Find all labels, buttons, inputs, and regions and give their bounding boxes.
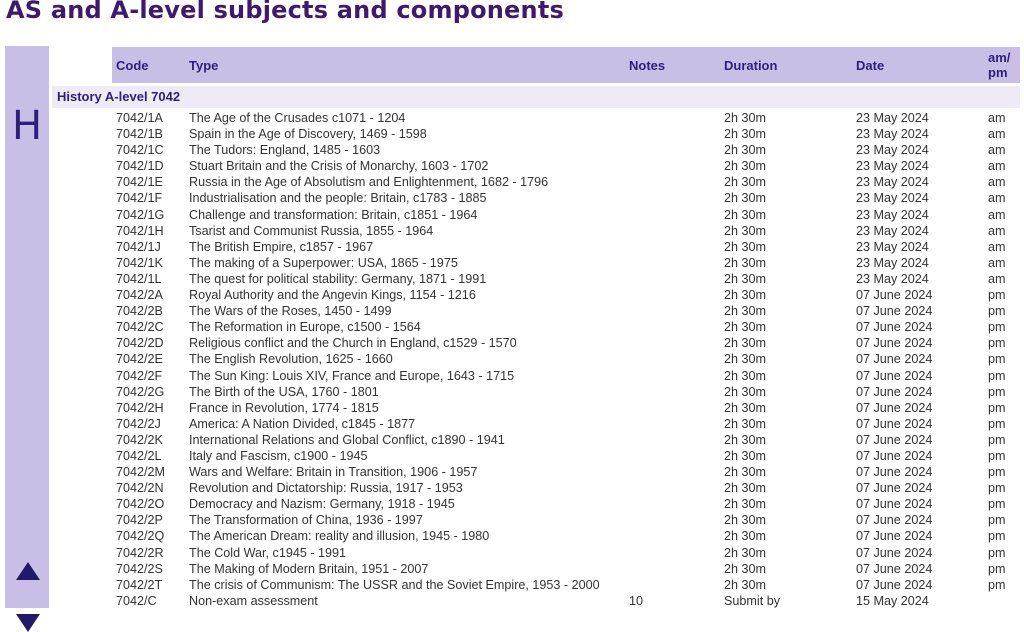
cell-type: The English Revolution, 1625 - 1660 xyxy=(189,352,393,367)
cell-am-pm: am xyxy=(988,127,1006,142)
cell-date: 23 May 2024 xyxy=(856,127,929,142)
cell-code: 7042/1K xyxy=(116,255,163,270)
cell-am-pm: pm xyxy=(988,497,1006,512)
table-row xyxy=(0,335,1024,351)
table-row xyxy=(0,223,1024,239)
cell-date: 07 June 2024 xyxy=(856,352,933,367)
cell-code: 7042/2G xyxy=(116,384,165,399)
cell-date: 23 May 2024 xyxy=(856,271,929,286)
cell-duration: 2h 30m xyxy=(724,465,767,480)
cell-code: 7042/2C xyxy=(116,320,164,335)
table-row xyxy=(0,496,1024,512)
cell-am-pm: pm xyxy=(988,465,1006,480)
cell-code: 7042/2P xyxy=(116,513,163,528)
cell-duration: 2h 30m xyxy=(724,207,767,222)
cell-date: 23 May 2024 xyxy=(856,255,929,270)
cell-am-pm: am xyxy=(988,223,1006,238)
cell-date: 07 June 2024 xyxy=(856,336,933,351)
cell-duration: 2h 30m xyxy=(724,513,767,528)
cell-duration: 2h 30m xyxy=(724,384,767,399)
table-row xyxy=(0,110,1024,126)
cell-code: 7042/1C xyxy=(116,143,164,158)
cell-am-pm: pm xyxy=(988,320,1006,335)
cell-am-pm: am xyxy=(988,143,1006,158)
cell-am-pm: pm xyxy=(988,545,1006,560)
cell-duration: 2h 30m xyxy=(724,336,767,351)
cell-am-pm: pm xyxy=(988,288,1006,303)
cell-duration: 2h 30m xyxy=(724,304,767,319)
cell-date: 07 June 2024 xyxy=(856,513,933,528)
table-row xyxy=(0,561,1024,577)
cell-type: Revolution and Dictatorship: Russia, 1917 - 1953 xyxy=(189,481,463,496)
cell-duration: 2h 30m xyxy=(724,529,767,544)
header-duration: Duration xyxy=(724,58,778,73)
cell-type: Royal Authority and the Angevin Kings, 1154 - 1216 xyxy=(189,288,476,303)
cell-am-pm: am xyxy=(988,175,1006,190)
cell-am-pm: am xyxy=(988,239,1006,254)
cell-date: 07 June 2024 xyxy=(856,384,933,399)
cell-date: 07 June 2024 xyxy=(856,465,933,480)
cell-duration: 2h 30m xyxy=(724,416,767,431)
table-row xyxy=(0,287,1024,303)
table-row xyxy=(0,271,1024,287)
cell-code: 7042/2J xyxy=(116,416,161,431)
section-letter[interactable]: H xyxy=(11,103,43,149)
table-row xyxy=(0,190,1024,206)
cell-duration: 2h 30m xyxy=(724,400,767,415)
cell-code: 7042/1G xyxy=(116,207,165,222)
cell-type: The Transformation of China, 1936 - 1997 xyxy=(189,513,423,528)
cell-type: Russia in the Age of Absolutism and Enlightenment, 1682 - 1796 xyxy=(189,175,549,190)
cell-code: 7042/2H xyxy=(116,400,164,415)
cell-date: 15 May 2024 xyxy=(856,593,929,608)
table-row xyxy=(0,255,1024,271)
cell-am-pm: pm xyxy=(988,448,1006,463)
cell-am-pm: pm xyxy=(988,577,1006,592)
cell-date: 23 May 2024 xyxy=(856,239,929,254)
cell-date: 23 May 2024 xyxy=(856,143,929,158)
header-am-pm xyxy=(988,50,1010,80)
cell-am-pm: am xyxy=(988,191,1006,206)
cell-date: 07 June 2024 xyxy=(856,416,933,431)
cell-type: The British Empire, c1857 - 1967 xyxy=(189,239,374,254)
table-row xyxy=(0,368,1024,384)
subject-heading xyxy=(52,86,1020,108)
cell-am-pm: am xyxy=(988,271,1006,286)
cell-date: 07 June 2024 xyxy=(856,545,933,560)
cell-code: 7042/1A xyxy=(116,111,163,125)
cell-code: 7042/2O xyxy=(116,497,165,512)
table-row xyxy=(0,593,1024,609)
header-type: Type xyxy=(189,58,219,73)
cell-am-pm: pm xyxy=(988,432,1006,447)
cell-date: 07 June 2024 xyxy=(856,497,933,512)
cell-date: 07 June 2024 xyxy=(856,529,933,544)
cell-date: 07 June 2024 xyxy=(856,368,933,383)
cell-duration: 2h 30m xyxy=(724,111,767,125)
cell-code: 7042/1H xyxy=(116,223,164,238)
cell-duration: 2h 30m xyxy=(724,561,767,576)
cell-date: 07 June 2024 xyxy=(856,481,933,496)
cell-type: Wars and Welfare: Britain in Transition, 1906 - 1957 xyxy=(189,465,478,480)
cell-type: Italy and Fascism, c1900 - 1945 xyxy=(189,448,368,463)
cell-code: 7042/2Q xyxy=(116,529,165,544)
subject-title: History A-level 7042 xyxy=(57,89,181,104)
cell-type: International Relations and Global Conflict, c1890 - 1941 xyxy=(189,432,505,447)
table-row xyxy=(0,384,1024,400)
header-am-pm-line2: pm xyxy=(988,65,1008,80)
cell-am-pm: am xyxy=(988,207,1006,222)
cell-date: 23 May 2024 xyxy=(856,191,929,206)
table-row xyxy=(0,142,1024,158)
cell-code: 7042/2B xyxy=(116,304,163,319)
cell-type: The Cold War, c1945 - 1991 xyxy=(189,545,347,560)
cell-duration: 2h 30m xyxy=(724,545,767,560)
cell-type: The Sun King: Louis XIV, France and Europe, 1643 - 1715 xyxy=(189,368,515,383)
cell-code: 7042/1D xyxy=(116,159,164,174)
table-row xyxy=(0,239,1024,255)
table-header xyxy=(112,47,1020,83)
cell-type: The American Dream: reality and illusion, 1945 - 1980 xyxy=(189,529,490,544)
cell-date: 23 May 2024 xyxy=(856,175,929,190)
cell-code: 7042/2N xyxy=(116,481,164,496)
cell-notes: 10 xyxy=(629,593,644,608)
cell-type: Spain in the Age of Discovery, 1469 - 1598 xyxy=(189,127,427,142)
cell-duration: 2h 30m xyxy=(724,368,767,383)
cell-date: 07 June 2024 xyxy=(856,432,933,447)
cell-type: Democracy and Nazism: Germany, 1918 - 1945 xyxy=(189,497,455,512)
cell-am-pm: pm xyxy=(988,384,1006,399)
table-row xyxy=(0,577,1024,593)
cell-duration: 2h 30m xyxy=(724,448,767,463)
cell-type: Industrialisation and the people: Britain, c1783 - 1885 xyxy=(189,191,487,206)
table-row xyxy=(0,545,1024,561)
cell-am-pm: pm xyxy=(988,336,1006,351)
cell-type: Tsarist and Communist Russia, 1855 - 1964 xyxy=(189,223,434,238)
cell-code: 7042/2R xyxy=(116,545,164,560)
cell-code: 7042/2D xyxy=(116,336,164,351)
cell-date: 07 June 2024 xyxy=(856,400,933,415)
cell-date: 07 June 2024 xyxy=(856,561,933,576)
cell-duration: 2h 30m xyxy=(724,143,767,158)
cell-code: 7042/1F xyxy=(116,191,163,206)
cell-date: 07 June 2024 xyxy=(856,448,933,463)
header-date: Date xyxy=(856,58,885,73)
cell-type: France in Revolution, 1774 - 1815 xyxy=(189,400,379,415)
cell-duration: 2h 30m xyxy=(724,432,767,447)
cell-code: 7042/1B xyxy=(116,127,163,142)
header-code: Code xyxy=(116,58,149,73)
cell-duration: 2h 30m xyxy=(724,481,767,496)
cell-duration: Submit by xyxy=(724,593,780,608)
cell-code: 7042/2S xyxy=(116,561,163,576)
cell-code: 7042/2F xyxy=(116,368,163,383)
table-row xyxy=(0,432,1024,448)
cell-am-pm: pm xyxy=(988,416,1006,431)
header-am-pm-line1: am/ xyxy=(988,50,1011,65)
cell-type: Religious conflict and the Church in England, c1529 - 1570 xyxy=(189,336,517,351)
cell-date: 07 June 2024 xyxy=(856,304,933,319)
cell-type: The crisis of Communism: The USSR and the Soviet Empire, 1953 - 2000 xyxy=(189,577,600,592)
cell-duration: 2h 30m xyxy=(724,320,767,335)
table-row xyxy=(0,464,1024,480)
table-row xyxy=(0,400,1024,416)
cell-code: 7042/1J xyxy=(116,239,161,254)
cell-am-pm: pm xyxy=(988,304,1006,319)
table-row xyxy=(0,512,1024,528)
cell-date: 07 June 2024 xyxy=(856,320,933,335)
table-row xyxy=(0,303,1024,319)
cell-code: 7042/2A xyxy=(116,288,163,303)
cell-duration: 2h 30m xyxy=(724,352,767,367)
cell-type: The Wars of the Roses, 1450 - 1499 xyxy=(189,304,392,319)
cell-code: 7042/1L xyxy=(116,271,162,286)
cell-date: 07 June 2024 xyxy=(856,577,933,592)
table-row xyxy=(0,126,1024,142)
table-row xyxy=(0,416,1024,432)
cell-code: 7042/2T xyxy=(116,577,163,592)
cell-am-pm: am xyxy=(988,255,1006,270)
cell-type: The Tudors: England, 1485 - 1603 xyxy=(189,143,381,158)
table-row xyxy=(0,174,1024,190)
cell-duration: 2h 30m xyxy=(724,127,767,142)
cell-type: The Birth of the USA, 1760 - 1801 xyxy=(189,384,379,399)
cell-duration: 2h 30m xyxy=(724,271,767,286)
cell-am-pm: pm xyxy=(988,400,1006,415)
page-title: AS and A-level subjects and components xyxy=(6,0,564,24)
table-row xyxy=(0,480,1024,496)
cell-duration: 2h 30m xyxy=(724,577,767,592)
cell-duration: 2h 30m xyxy=(724,191,767,206)
cell-duration: 2h 30m xyxy=(724,497,767,512)
cell-am-pm: pm xyxy=(988,352,1006,367)
cell-type: America: A Nation Divided, c1845 - 1877 xyxy=(189,416,416,431)
cell-date: 23 May 2024 xyxy=(856,111,929,125)
cell-type: Non-exam assessment xyxy=(189,593,318,608)
cell-date: 23 May 2024 xyxy=(856,207,929,222)
cell-am-pm: pm xyxy=(988,529,1006,544)
exam-table-body xyxy=(0,110,1024,609)
cell-type: The quest for political stability: Germany, 1871 - 1991 xyxy=(189,271,487,286)
table-row xyxy=(0,351,1024,367)
cell-type: The Reformation in Europe, c1500 - 1564 xyxy=(189,320,421,335)
cell-date: 23 May 2024 xyxy=(856,223,929,238)
cell-duration: 2h 30m xyxy=(724,223,767,238)
cell-duration: 2h 30m xyxy=(724,288,767,303)
table-row xyxy=(0,448,1024,464)
cell-type: Challenge and transformation: Britain, c1851 - 1964 xyxy=(189,207,478,222)
cell-code: 7042/1E xyxy=(116,175,163,190)
cell-duration: 2h 30m xyxy=(724,239,767,254)
cell-type: The making of a Superpower: USA, 1865 - 1975 xyxy=(189,255,458,270)
cell-code: 7042/2M xyxy=(116,465,166,480)
cell-duration: 2h 30m xyxy=(724,175,767,190)
table-row xyxy=(0,207,1024,223)
table-row xyxy=(0,319,1024,335)
cell-code: 7042/2L xyxy=(116,448,162,463)
cell-am-pm: pm xyxy=(988,513,1006,528)
cell-code: 7042/2E xyxy=(116,352,163,367)
cell-am-pm: am xyxy=(988,159,1006,174)
cell-code: 7042/C xyxy=(116,593,157,608)
cell-am-pm: pm xyxy=(988,561,1006,576)
header-notes: Notes xyxy=(629,58,666,73)
cell-duration: 2h 30m xyxy=(724,159,767,174)
cell-type: The Making of Modern Britain, 1951 - 2007 xyxy=(189,561,429,576)
cell-code: 7042/2K xyxy=(116,432,163,447)
table-row xyxy=(0,528,1024,544)
cell-am-pm: pm xyxy=(988,481,1006,496)
cell-type: Stuart Britain and the Crisis of Monarchy, 1603 - 1702 xyxy=(189,159,489,174)
cell-am-pm: pm xyxy=(988,368,1006,383)
cell-duration: 2h 30m xyxy=(724,255,767,270)
table-row xyxy=(0,158,1024,174)
cell-type: The Age of the Crusades c1071 - 1204 xyxy=(189,111,406,125)
cell-date: 07 June 2024 xyxy=(856,288,933,303)
triangle-down-icon[interactable] xyxy=(16,614,40,632)
cell-am-pm: am xyxy=(988,111,1006,125)
cell-date: 23 May 2024 xyxy=(856,159,929,174)
